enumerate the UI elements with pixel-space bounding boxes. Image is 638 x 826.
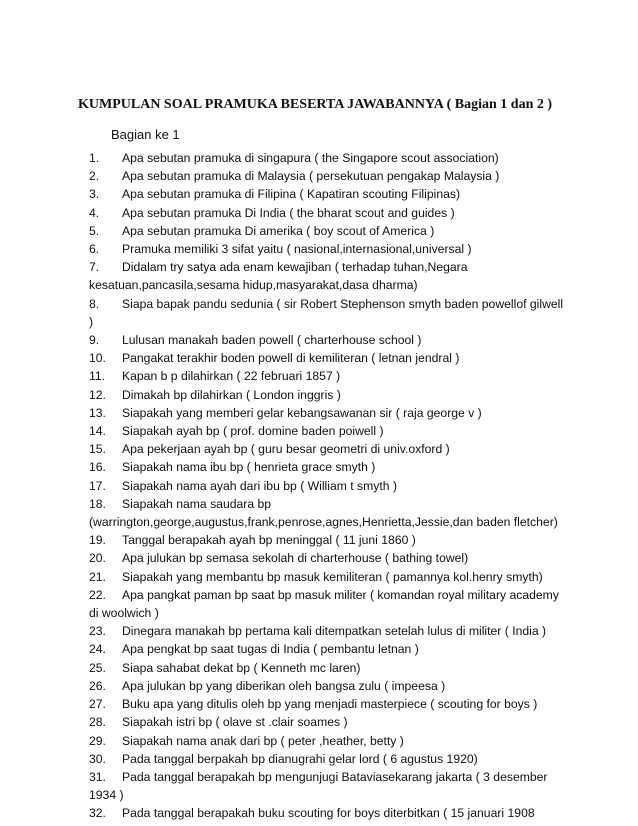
list-item-number: 2. (89, 169, 100, 184)
list-item-text: Dimakah bp dilahirkan ( London inggris ) (122, 387, 341, 402)
list-item-text: Pada tanggal berapakah buku scouting for boys diterbitkan ( 15 januari 1908 (122, 806, 535, 821)
list-item (89, 349, 564, 367)
list-item (89, 477, 564, 495)
list-item-text: Siapakah ayah bp ( prof. domine baden poiwell ) (122, 424, 384, 439)
list-item-text: Apa pangkat paman bp saat bp masuk militer ( komandan royal military academy di woolwich ) (89, 587, 559, 621)
list-item-text: Apa julukan bp yang diberikan oleh bangsa zulu ( impeesa ) (122, 678, 446, 693)
list-item (89, 750, 564, 768)
list-item (89, 331, 564, 349)
list-item-text: Pangakat terakhir boden powell di kemiliteran ( letnan jendral ) (122, 351, 460, 366)
list-item-number: 18. (89, 496, 106, 511)
list-item-number: 31. (89, 769, 106, 784)
list-item-text: Buku apa yang ditulis oleh bp yang menjadi masterpiece ( scouting for boys ) (122, 697, 538, 712)
list-item-number: 23. (89, 624, 106, 639)
list-item (89, 386, 564, 404)
list-item (89, 568, 564, 586)
list-item-text: Siapakah nama ibu bp ( henrieta grace smyth ) (122, 460, 376, 475)
list-item-number: 12. (89, 387, 106, 402)
list-item-number: 29. (89, 733, 106, 748)
list-item-text: Siapakah nama ayah dari ibu bp ( William t smyth ) (122, 478, 398, 493)
list-item-number: 28. (89, 715, 106, 730)
list-item (89, 804, 564, 822)
list-item-number: 25. (89, 660, 106, 675)
list-item-text: Pada tanggal berapakah bp mengunjugi Bataviasekarang jakarta ( 3 desember 1934 ) (89, 769, 548, 803)
list-item-text: Siapakah yang membantu bp masuk kemiliteran ( pamannya kol.henry smyth) (122, 569, 543, 584)
list-item-number: 22. (89, 587, 106, 602)
list-item-text: Siapakah istri bp ( olave st .clair soames ) (122, 715, 348, 730)
list-item-number: 11. (89, 369, 106, 384)
question-list (89, 149, 564, 823)
list-item (89, 768, 564, 804)
list-item (89, 659, 564, 677)
list-item-text: Apa sebutan pramuka Di India ( the bharat scout and guides ) (122, 205, 455, 220)
list-item (89, 240, 564, 258)
list-item (89, 422, 564, 440)
document-title: KUMPULAN SOAL PRAMUKA BESERTA JAWABANNYA ( Bagian 1 dan 2 ) (78, 97, 553, 112)
list-item (89, 677, 564, 695)
list-item-number: 21. (89, 569, 106, 584)
list-item (89, 495, 564, 531)
list-item (89, 204, 564, 222)
list-item-number: 17. (89, 478, 106, 493)
list-item-number: 26. (89, 678, 106, 693)
list-item-text: Dinegara manakah bp pertama kali ditempatkan setelah lulus di militer ( India ) (122, 624, 547, 639)
list-item (89, 440, 564, 458)
list-item-text: Siapakah nama saudara bp (warrington,george,augustus,frank,penrose,agnes,Henrietta,Jessie,dan baden fletcher) (89, 496, 558, 530)
list-item (89, 695, 564, 713)
list-item-number: 27. (89, 697, 106, 712)
list-item-number: 7. (89, 260, 100, 275)
list-item (89, 549, 564, 567)
list-item-number: 10. (89, 351, 106, 366)
list-item (89, 640, 564, 658)
list-item-number: 6. (89, 242, 100, 257)
list-item-text: Siapakah yang memberi gelar kebangsawanan sir ( raja george v ) (122, 405, 482, 420)
list-item-number: 9. (89, 333, 100, 348)
list-item-number: 5. (89, 223, 100, 238)
list-item-number: 3. (89, 187, 100, 202)
list-item-number: 15. (89, 442, 106, 457)
list-item (89, 258, 564, 294)
list-item (89, 531, 564, 549)
list-item-number: 4. (89, 205, 100, 220)
list-item-number: 30. (89, 751, 106, 766)
list-item-number: 32. (89, 806, 106, 821)
list-item (89, 167, 564, 185)
list-item (89, 185, 564, 203)
list-item (89, 367, 564, 385)
list-item-number: 8. (89, 296, 100, 311)
list-item (89, 586, 564, 622)
list-item-text: Siapa sahabat dekat bp ( Kenneth mc laren) (122, 660, 361, 675)
list-item-text: Lulusan manakah baden powell ( charterhouse school ) (122, 333, 422, 348)
section-heading: Bagian ke 1 (111, 127, 180, 142)
list-item-number: 13. (89, 405, 106, 420)
list-item-number: 20. (89, 551, 106, 566)
list-item-number: 16. (89, 460, 106, 475)
list-item (89, 222, 564, 240)
list-item-text: Kapan b p dilahirkan ( 22 februari 1857 ) (122, 369, 341, 384)
list-item-text: Pramuka memiliki 3 sifat yaitu ( nasional,internasional,universal ) (122, 242, 472, 257)
list-item-text: Didalam try satya ada enam kewajiban ( terhadap tuhan,Negara kesatuan,pancasila,sesama hidup,masyarakat,dasa dharma) (89, 260, 468, 293)
list-item-number: 19. (89, 533, 106, 548)
list-item-text: Apa pekerjaan ayah bp ( guru besar geometri di univ.oxford ) (122, 442, 450, 457)
list-item-text: Siapakah nama anak dari bp ( peter ,heather, betty ) (122, 733, 404, 748)
list-item (89, 295, 564, 331)
list-item-text: Apa sebutan pramuka di Filipina ( Kapatiran scouting Filipinas) (122, 187, 461, 202)
list-item (89, 622, 564, 640)
list-item-text: Apa sebutan pramuka di singapura ( the Singapore scout association) (122, 151, 499, 165)
list-item (89, 732, 564, 750)
list-item (89, 404, 564, 422)
list-item-number: 24. (89, 642, 106, 657)
list-item-text: Apa sebutan pramuka Di amerika ( boy scout of America ) (122, 223, 435, 238)
list-item-text: Tanggal berapakah ayah bp meninggal ( 11 juni 1860 ) (122, 533, 416, 548)
list-item-number: 14. (89, 424, 106, 439)
list-item-text: Apa pengkat bp saat tugas di India ( pembantu letnan ) (122, 642, 419, 657)
list-item-text: Apa julukan bp semasa sekolah di charterhouse ( bathing towel) (122, 551, 469, 566)
list-item (89, 713, 564, 731)
list-item-text: Pada tanggal berpakah bp dianugrahi gelar lord ( 6 agustus 1920) (122, 751, 478, 766)
list-item-text: Apa sebutan pramuka di Malaysia ( persekutuan pengakap Malaysia ) (122, 169, 500, 184)
list-item (89, 458, 564, 476)
list-item-number: 1. (89, 151, 100, 165)
list-item (89, 149, 564, 167)
list-item-text: Siapa bapak pandu sedunia ( sir Robert Stephenson smyth baden powellof gilwell ) (89, 296, 564, 329)
